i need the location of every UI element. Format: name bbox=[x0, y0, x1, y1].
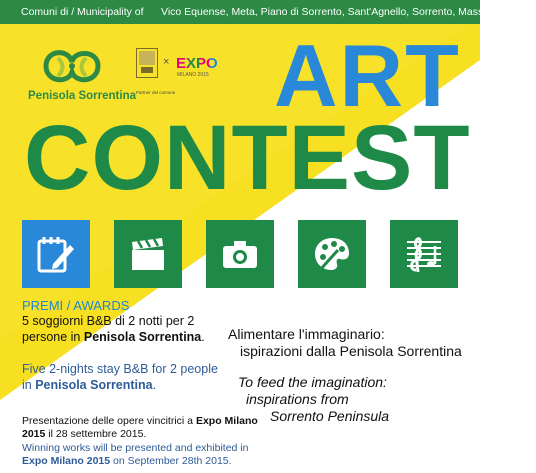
music-category-tile bbox=[390, 220, 458, 288]
notepad-pen-icon bbox=[36, 234, 76, 274]
awards-en-location: Penisola Sorrentina bbox=[35, 378, 153, 392]
municipal-emblem bbox=[136, 48, 158, 78]
title-art: ART bbox=[274, 26, 461, 125]
sheet-music-icon bbox=[404, 234, 444, 274]
awards-it-text: 5 soggiorni B&B di 2 notti per 2 persone in bbox=[22, 314, 195, 344]
awards-english bbox=[22, 361, 222, 393]
partnership-times: × bbox=[163, 56, 170, 68]
slogan-en-line1: To feed the imagination: bbox=[238, 374, 387, 390]
palette-icon bbox=[312, 234, 352, 274]
presentation-en-b: on September 28th 2015. bbox=[113, 455, 232, 467]
emblem-icon bbox=[137, 49, 157, 77]
writing-category-tile bbox=[22, 220, 90, 288]
municipality-prefix: Comuni di / Municipality of bbox=[21, 6, 144, 18]
slogan-en-line2: inspirations from bbox=[246, 391, 349, 407]
awards-it-location: Penisola Sorrentina bbox=[83, 330, 202, 344]
expo-word bbox=[176, 55, 218, 72]
awards-en-text: Five 2-nights stay B&B for 2 people in bbox=[22, 362, 218, 392]
emblem-caption: Partner del comune bbox=[136, 90, 176, 95]
slogan-it-line1: Alimentare l'immaginario: bbox=[228, 326, 385, 342]
presentation-italian bbox=[22, 415, 262, 441]
municipality-bar bbox=[0, 0, 536, 24]
awards-heading: PREMI / AWARDS bbox=[22, 298, 130, 313]
presentation-en-a: Winning works will be presented and exhibited in bbox=[22, 442, 249, 454]
logo-name: Penisola Sorrentina bbox=[28, 90, 137, 102]
awards-en-end: . bbox=[152, 378, 157, 392]
presentation-english bbox=[22, 442, 262, 468]
camera-icon bbox=[220, 234, 260, 274]
film-category-tile bbox=[114, 220, 182, 288]
slogan-english bbox=[238, 374, 468, 425]
expo-milano-logo bbox=[136, 48, 236, 98]
expo-word-text: EXPO bbox=[176, 55, 218, 72]
municipality-towns: Vico Equense, Meta, Piano di Sorrento, Sant'Agnello, Sorrento, Massa Lubrense bbox=[161, 6, 536, 18]
slogan-it-line2: ispirazioni dalla Penisola Sorrentina bbox=[240, 343, 462, 359]
presentation-it-event: Expo Milano 2015 bbox=[22, 415, 258, 440]
painting-category-tile bbox=[298, 220, 366, 288]
presentation-en-event: Expo Milano 2015 bbox=[22, 455, 111, 467]
awards-italian bbox=[22, 313, 212, 345]
slogan-en-line3: Sorrento Peninsula bbox=[270, 408, 390, 424]
expo-subtitle: MILANO 2015 bbox=[177, 72, 209, 78]
title-contest: CONTEST bbox=[24, 107, 471, 209]
awards-it-end: . bbox=[201, 330, 205, 344]
presentation-it-b: il 28 settembre 2015. bbox=[48, 428, 147, 440]
photo-category-tile bbox=[206, 220, 274, 288]
presentation-it-a: Presentazione delle opere vincitrici a bbox=[22, 415, 194, 427]
peninsula-logo-icon bbox=[38, 44, 108, 88]
clapperboard-icon bbox=[128, 234, 168, 274]
slogan-italian bbox=[228, 326, 478, 360]
